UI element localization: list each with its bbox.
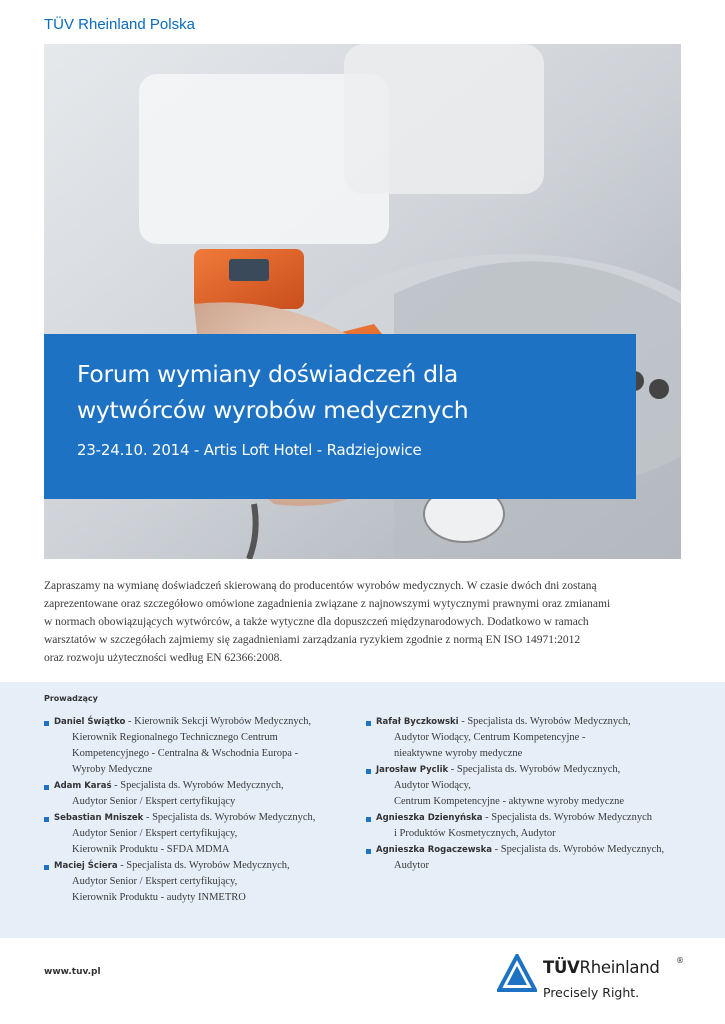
square-bullet-icon: [366, 721, 371, 726]
speaker-role: - Specjalista ds. Wyrobów Medycznych,: [458, 716, 631, 727]
speaker-name: Jarosław Pyclik: [376, 765, 449, 775]
speaker-role-line: Audytor Senior / Ekspert certyfikujący,: [72, 876, 238, 887]
speaker-role-line: Centrum Kompetencyjne - aktywne wyroby medyczne: [394, 796, 625, 807]
speaker-role-line: i Produktów Kosmetycznych, Audytor: [394, 828, 556, 839]
intro-line: warsztatów w szczegółach zajmiemy się zagadnieniami zarządzania ryzykiem zgodnie z normą EN ISO 14971:2012: [44, 634, 581, 646]
speaker-item: [44, 778, 344, 810]
event-title-line-2: wytwórców wyrobów medycznych: [77, 396, 469, 424]
speakers-section: [0, 682, 725, 938]
event-date-location: 23-24.10. 2014 - Artis Loft Hotel - Radziejowice: [77, 441, 422, 459]
logo-wordmark-bold: TÜV: [543, 958, 580, 977]
intro-paragraph: [44, 577, 684, 667]
speakers-heading: Prowadzący: [44, 694, 98, 703]
intro-line: oraz rozwoju użyteczności według EN 62366:2008.: [44, 652, 283, 664]
speaker-role-line: Audytor Wiodący, Centrum Kompetencyjne -: [394, 732, 586, 743]
speaker-role-line: nieaktywne wyroby medyczne: [394, 748, 523, 759]
speaker-item: [44, 810, 344, 858]
speakers-column-left: [44, 714, 344, 906]
speaker-role: - Kierownik Sekcji Wyrobów Medycznych,: [125, 716, 312, 727]
speaker-name: Agnieszka Dzienyńska: [376, 813, 483, 823]
square-bullet-icon: [44, 721, 49, 726]
brand-name: TÜV Rheinland Polska: [44, 16, 195, 33]
square-bullet-icon: [44, 785, 49, 790]
speaker-role-line: Kierownik Produktu - SFDA MDMA: [72, 844, 230, 855]
event-title: [77, 356, 636, 428]
event-title-line-1: Forum wymiany doświadczeń dla: [77, 360, 459, 388]
speaker-role: - Specjalista ds. Wyrobów Medycznych,: [111, 780, 284, 791]
speaker-role: - Specjalista ds. Wyrobów Medycznych,: [492, 844, 665, 855]
speaker-item: [44, 714, 344, 778]
speaker-role-line: Audytor Senior / Ekspert certyfikujący: [72, 796, 236, 807]
speaker-name: Daniel Świątko: [54, 717, 126, 727]
registered-mark: ®: [676, 956, 684, 965]
speaker-item: [366, 714, 666, 762]
hero-photo: [44, 44, 681, 559]
intro-line: w normach obowiązujących wytwórców, a także wytyczne dla dopuszczeń międzynarodowych. Dodatkowo w ramach: [44, 616, 589, 628]
speaker-role-line: Wyroby Medyczne: [72, 764, 153, 775]
speaker-name: Rafał Byczkowski: [376, 717, 459, 727]
speaker-name: Sebastian Mniszek: [54, 813, 144, 823]
logo-wordmark-rest: Rheinland: [579, 958, 660, 977]
speaker-name: Adam Karaś: [54, 781, 112, 791]
speaker-item: [366, 762, 666, 810]
tuv-triangle-logo-icon: [497, 954, 537, 994]
logo-wordmark: [543, 958, 660, 977]
speaker-role-line: Kompetencyjnego - Centralna & Wschodnia Europa -: [72, 748, 299, 759]
speaker-role-line: Audytor Senior / Ekspert certyfikujący,: [72, 828, 238, 839]
speaker-role-line: Kierownik Produktu - audyty INMETRO: [72, 892, 246, 903]
speaker-role: - Specjalista ds. Wyrobów Medycznych,: [143, 812, 316, 823]
speaker-role-line: Audytor: [394, 860, 429, 871]
speaker-name: Maciej Ściera: [54, 861, 118, 871]
logo-tagline: Precisely Right.: [543, 985, 640, 1000]
square-bullet-icon: [44, 865, 49, 870]
tuv-rheinland-logo: [497, 952, 697, 1007]
speaker-role-line: Audytor Wiodący,: [394, 780, 471, 791]
speaker-role: - Specjalista ds. Wyrobów Medycznych: [482, 812, 652, 823]
speaker-item: [366, 842, 666, 874]
square-bullet-icon: [44, 817, 49, 822]
website-link[interactable]: www.tuv.pl: [44, 967, 101, 977]
speaker-name: Agnieszka Rogaczewska: [376, 845, 493, 855]
speakers-column-right: [366, 714, 666, 874]
title-banner: [44, 334, 636, 499]
speaker-role-line: Kierownik Regionalnego Technicznego Centrum: [72, 732, 278, 743]
speaker-role: - Specjalista ds. Wyrobów Medycznych,: [448, 764, 621, 775]
speaker-item: [44, 858, 344, 906]
speaker-role: - Specjalista ds. Wyrobów Medycznych,: [117, 860, 290, 871]
square-bullet-icon: [366, 769, 371, 774]
speaker-item: [366, 810, 666, 842]
intro-line: zaprezentowane oraz szczegółowo omówione zagadnienia związane z najnowszymi wytycznymi prawnymi oraz zmianami: [44, 598, 611, 610]
intro-line: Zapraszamy na wymianę doświadczeń skierowaną do producentów wyrobów medycznych. W czasie dwóch dni zostaną: [44, 580, 597, 592]
square-bullet-icon: [366, 817, 371, 822]
square-bullet-icon: [366, 849, 371, 854]
